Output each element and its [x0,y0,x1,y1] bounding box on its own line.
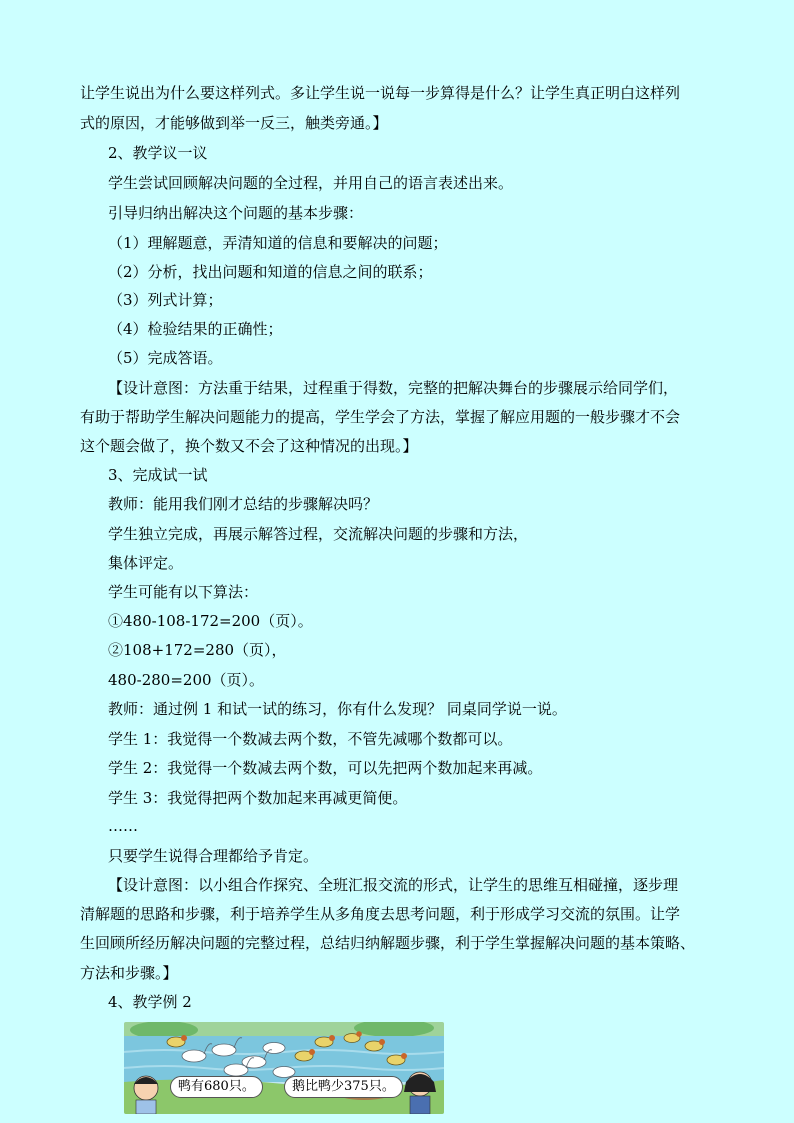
example-illustration [124,1022,444,1114]
design-intent-text: 生回顾所经历解决问题的完整过程，总结归纳解题步骤，利于学生掌握解决问题的基本策略、 [80,934,696,952]
design-intent-text: 有助于帮助学生解决问题能力的提高，学生学会了方法，掌握了解应用题的一般步骤才不会 [80,408,681,426]
section-heading: 3、完成试一试 [108,466,208,484]
text-line: 教师：能用我们刚才总结的步骤解决吗？ [108,495,379,513]
ellipsis-line: …… [108,817,138,835]
text-line: 学生 2：我觉得一个数减去两个数，可以先把两个数加起来再减。 [108,759,543,777]
step-item: （3）列式计算； [108,291,223,309]
design-intent-text: 方法和步骤。】 [80,964,178,982]
text-line: 学生尝试回顾解决问题的全过程，并用自己的语言表述出来。 [108,174,514,192]
step-item: （1）理解题意，弄清知道的信息和要解决的问题； [108,234,448,252]
design-intent-text: 【设计意图：方法重于结果，过程重于得数，完整的把解决舞台的步骤展示给同学们， [108,379,679,397]
text-line: 学生 1：我觉得一个数减去两个数，不管先减哪个数都可以。 [108,730,513,748]
speech-bubble-girl: 鹅比鸭少375只。 [284,1076,403,1098]
text-line: 学生 3：我觉得把两个数加起来再减更简便。 [108,789,408,807]
text-line: 教师：通过例 1 和试一试的练习，你有什么发现？ 同桌同学说一说。 [108,700,567,718]
section-heading: 4、教学例 2 [108,993,192,1011]
design-intent-text: 清解题的思路和步骤，利于培养学生从多角度去思考问题，利于形成学习交流的氛围。让学 [80,905,681,923]
text-line: 只要学生说得合理都给予肯定。 [108,847,319,865]
boy-figure [134,1076,158,1114]
text-line: 让学生说出为什么要这样列式。多让学生说一说每一步算得是什么？让学生真正明白这样列 [80,84,681,102]
design-intent-text: 【设计意图：以小组合作探究、全班汇报交流的形式，让学生的思维互相碰撞，逐步理 [108,876,679,894]
formula-line: ①480-108-172=200（页）。 [108,612,313,630]
text-line: 学生可能有以下算法： [108,583,259,601]
formula-line: 480-280=200（页）。 [108,671,265,689]
section-heading: 2、教学议一议 [108,144,208,162]
text-line: 式的原因，才能够做到举一反三，触类旁通。】 [80,114,388,132]
text-line: 学生独立完成，再展示解答过程，交流解决问题的步骤和方法， [108,525,529,543]
speech-bubble-boy: 鸭有680只。 [170,1076,263,1098]
text-line: 引导归纳出解决这个问题的基本步骤： [108,204,364,222]
step-item: （2）分析，找出问题和知道的信息之间的联系； [108,263,433,281]
step-item: （4）检验结果的正确性； [108,320,283,338]
ducks-geese-scene-icon [124,1022,444,1114]
design-intent-text: 这个题会做了，换个数又不会了这种情况的出现。】 [80,437,418,455]
formula-line: ②108+172=280（页）， [108,641,287,659]
text-line: 集体评定。 [108,554,184,572]
step-item: （5）完成答语。 [108,349,223,367]
